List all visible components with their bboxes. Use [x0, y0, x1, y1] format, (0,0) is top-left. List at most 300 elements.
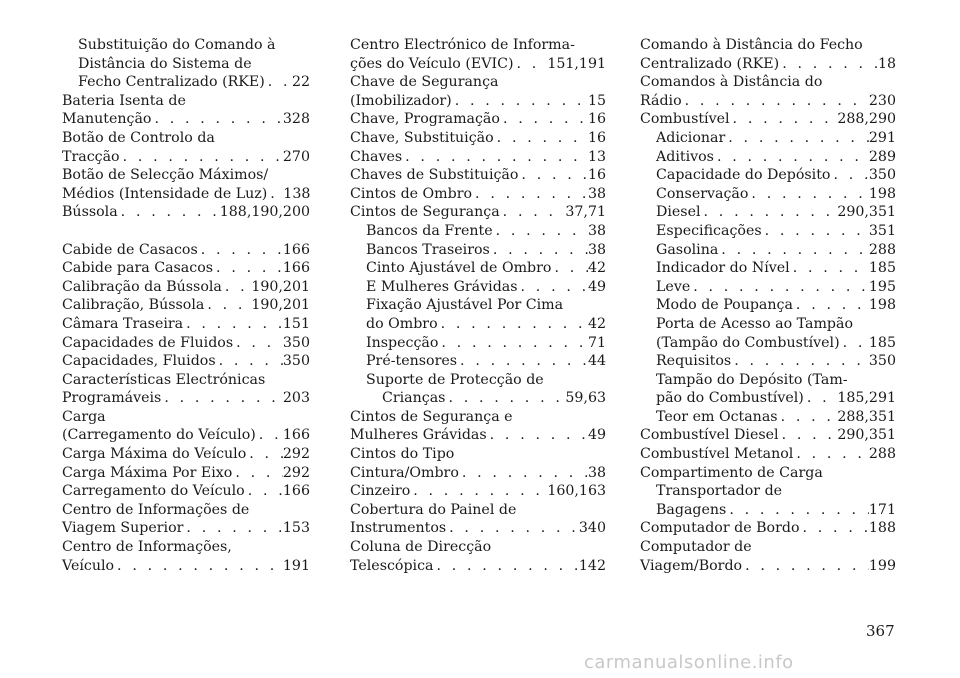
entry-page-ref: 340 — [578, 520, 606, 537]
entry-text: Características Electrónicas — [62, 371, 266, 388]
entry-page-ref: 188,190,200 — [219, 204, 310, 221]
index-entry — [640, 296, 896, 315]
entry-text: Bússola — [62, 204, 118, 221]
leader-dots — [500, 203, 566, 222]
leader-dots — [551, 259, 587, 278]
index-entry — [350, 445, 606, 464]
index-entry — [640, 426, 896, 445]
leader-dots — [245, 482, 283, 501]
index-entry — [62, 92, 310, 111]
entry-page-ref: 190,201 — [251, 278, 310, 295]
index-entry — [350, 92, 606, 111]
leader-dots — [256, 426, 283, 445]
entry-text: Compartimento de Carga — [640, 464, 823, 481]
index-entry — [350, 36, 606, 55]
index-entry — [640, 55, 896, 74]
leader-dots — [718, 241, 869, 260]
entry-page-ref: 185 — [868, 260, 896, 277]
index-entry — [640, 110, 896, 129]
entry-page-ref: 291 — [868, 129, 896, 146]
index-entry — [350, 296, 606, 315]
index-entry — [640, 501, 896, 520]
entry-text: Cinzeiro — [350, 483, 411, 500]
index-entry — [640, 148, 896, 167]
entry-text: Aditivos — [656, 148, 714, 165]
entry-page-ref: 171 — [868, 501, 896, 518]
index-entry — [350, 148, 606, 167]
index-entry — [62, 185, 310, 204]
index-entry — [350, 557, 606, 576]
leader-dots — [161, 389, 283, 408]
leader-dots — [232, 464, 283, 483]
entry-text: Gasolina — [656, 241, 719, 258]
index-entry — [62, 73, 310, 92]
entry-text: Veículo — [62, 557, 115, 574]
index-entry — [62, 278, 310, 297]
leader-dots — [151, 110, 282, 129]
leader-dots — [748, 185, 868, 204]
leader-dots — [487, 426, 588, 445]
entry-text: Programáveis — [62, 390, 162, 407]
entry-text: Chaves de Substituição — [350, 167, 519, 184]
leader-dots — [682, 92, 869, 111]
entry-page-ref: 350 — [282, 334, 310, 351]
entry-text: (Carregamento do Veículo) — [62, 427, 256, 444]
leader-dots — [204, 296, 251, 315]
entry-page-ref: 49 — [587, 278, 606, 295]
entry-page-ref: 142 — [578, 557, 606, 574]
leader-dots — [246, 445, 283, 464]
entry-text: Crianças — [382, 390, 446, 407]
leader-dots — [114, 557, 283, 576]
entry-page-ref: 288 — [868, 241, 896, 258]
page-number: 367 — [866, 622, 895, 640]
entry-page-ref: 49 — [587, 427, 606, 444]
entry-text: Transportador de — [656, 483, 783, 500]
entry-text: Conservação — [656, 185, 749, 202]
index-entry — [640, 92, 896, 111]
entry-page-ref: 230 — [868, 92, 896, 109]
index-entry — [640, 166, 896, 185]
index-entry — [62, 445, 310, 464]
leader-dots — [445, 389, 565, 408]
index-entry — [350, 352, 606, 371]
entry-text: Requisitos — [656, 353, 732, 370]
leader-dots — [730, 110, 838, 129]
index-entry — [350, 166, 606, 185]
entry-text: Combustível Diesel — [640, 427, 779, 444]
entry-page-ref: 350 — [868, 167, 896, 184]
entry-page-ref: 198 — [868, 185, 896, 202]
index-entry — [350, 185, 606, 204]
index-entry — [640, 371, 896, 390]
entry-text: Câmara Traseira — [62, 315, 184, 332]
index-entry — [350, 203, 606, 222]
leader-dots — [213, 259, 283, 278]
leader-dots — [490, 241, 588, 260]
leader-dots — [216, 352, 283, 371]
index-entry — [350, 129, 606, 148]
index-entry — [62, 296, 310, 315]
leader-dots — [183, 519, 282, 538]
entry-text: Cintos de Segurança e — [350, 408, 513, 425]
entry-text: Coluna de Direcção — [350, 539, 492, 556]
entry-page-ref: 71 — [587, 334, 606, 351]
index-entry — [640, 538, 896, 557]
entry-text: Cintos de Segurança — [350, 204, 500, 221]
entry-text: Centralizado (RKE) — [640, 55, 780, 72]
entry-page-ref: 166 — [282, 260, 310, 277]
entry-text: Combustível — [640, 111, 730, 128]
entry-text: Computador de Bordo — [640, 520, 800, 537]
index-entry — [62, 334, 310, 353]
entry-text: Diesel — [656, 204, 701, 221]
entry-text: Comandos à Distância do — [640, 74, 823, 91]
entry-text: Suporte de Protecção de — [366, 371, 544, 388]
entry-page-ref: 185,291 — [837, 390, 896, 407]
entry-text: Inspecção — [366, 334, 439, 351]
leader-dots — [793, 445, 869, 464]
entry-page-ref: 350 — [868, 353, 896, 370]
entry-text: Bagagens — [656, 501, 727, 518]
entry-text: Adicionar — [656, 129, 726, 146]
index-entry — [640, 185, 896, 204]
entry-text: Bancos da Frente — [366, 222, 493, 239]
entry-text: Telescópica — [350, 557, 434, 574]
leader-dots — [518, 166, 588, 185]
entry-page-ref: 44 — [587, 353, 606, 370]
entry-page-ref: 18 — [877, 55, 896, 72]
leader-dots — [790, 259, 869, 278]
entry-text: Porta de Acesso ao Tampão — [656, 315, 854, 332]
index-entry — [62, 408, 310, 427]
index-entry — [640, 352, 896, 371]
index-entry — [62, 352, 310, 371]
entry-text: ções do Veículo (EVIC) — [350, 55, 514, 72]
entry-text: Rádio — [640, 92, 682, 109]
entry-text: Cintos do Tipo — [350, 446, 455, 463]
entry-text: Comando à Distância do Fecho — [640, 37, 863, 53]
entry-page-ref: 38 — [587, 464, 606, 481]
entry-text: Chave, Substituição — [350, 129, 494, 146]
index-entry — [62, 166, 310, 185]
index-entry — [640, 278, 896, 297]
entry-text: Cinto Ajustável de Ombro — [366, 260, 552, 277]
index-entry — [640, 519, 896, 538]
leader-dots — [690, 278, 869, 297]
leader-dots — [438, 315, 588, 334]
entry-page-ref: 350 — [282, 353, 310, 370]
leader-dots — [183, 315, 283, 334]
entry-text: Indicador do Nível — [656, 260, 790, 277]
leader-dots — [222, 278, 251, 297]
entry-text: Centro Electrónico de Informa- — [350, 37, 575, 53]
index-entry — [62, 203, 310, 222]
leader-dots — [804, 389, 838, 408]
entry-text: Chaves — [350, 148, 403, 165]
index-entry — [640, 464, 896, 483]
entry-text: Chave de Segurança — [350, 74, 499, 91]
entry-page-ref: 38 — [587, 222, 606, 239]
index-entry — [640, 445, 896, 464]
entry-page-ref: 38 — [587, 185, 606, 202]
entry-page-ref: 16 — [587, 111, 606, 128]
index-entry — [350, 371, 606, 390]
index-entry — [350, 259, 606, 278]
leader-dots — [830, 166, 868, 185]
index-entry — [350, 110, 606, 129]
entry-text: Fixação Ajustável Por Cima — [366, 297, 564, 314]
index-entry — [62, 557, 310, 576]
index-entry — [640, 557, 896, 576]
entry-page-ref: 351 — [868, 222, 896, 239]
entry-text: Carga Máxima do Veículo — [62, 446, 247, 463]
entry-page-ref: 42 — [587, 260, 606, 277]
index-column-2 — [350, 36, 606, 575]
leader-dots — [500, 110, 588, 129]
entry-page-ref: 290,351 — [837, 204, 896, 221]
entry-text: Cintura/Ombro — [350, 464, 459, 481]
entry-page-ref: 288,351 — [837, 408, 896, 425]
entry-text: Capacidades, Fluidos — [62, 353, 216, 370]
entry-text: Cabide para Casacos — [62, 260, 214, 277]
entry-text: Computador de — [640, 539, 752, 556]
leader-dots — [701, 203, 838, 222]
leader-dots — [742, 557, 869, 576]
entry-page-ref: 191 — [282, 557, 310, 574]
index-entry — [350, 464, 606, 483]
entry-text: Cabide de Casacos — [62, 241, 198, 258]
index-entry — [350, 482, 606, 501]
index-entry — [62, 110, 310, 129]
index-entry — [350, 73, 606, 92]
index-entry — [350, 278, 606, 297]
entry-page-ref: 203 — [282, 390, 310, 407]
entry-page-ref: 198 — [868, 297, 896, 314]
entry-text: Chave, Programação — [350, 111, 500, 128]
leader-dots — [446, 519, 579, 538]
leader-dots — [472, 185, 588, 204]
entry-text: (Imobilizador) — [350, 92, 452, 109]
entry-text: Calibração da Bússola — [62, 278, 222, 295]
index-entry — [640, 241, 896, 260]
entry-page-ref: 166 — [282, 241, 310, 258]
entry-page-ref: 185 — [868, 334, 896, 351]
index-entry — [640, 73, 896, 92]
entry-text: Especificações — [656, 222, 762, 239]
entry-text: Calibração, Bússola — [62, 297, 205, 314]
leader-dots — [726, 501, 869, 520]
index-entry — [640, 36, 896, 55]
entry-text: Botão de Selecção Máximos/ — [62, 167, 269, 184]
entry-text: (Tampão do Combustível) — [656, 334, 840, 351]
leader-dots — [410, 482, 547, 501]
entry-page-ref: 288,290 — [837, 111, 896, 128]
entry-text: Centro de Informações de — [62, 501, 250, 518]
index-entry — [350, 55, 606, 74]
entry-text: Leve — [656, 278, 691, 295]
index-entry — [62, 482, 310, 501]
entry-page-ref: 15 — [587, 92, 606, 109]
index-entry — [640, 389, 896, 408]
index-entry — [640, 259, 896, 278]
entry-text: Botão de Controlo da — [62, 129, 215, 146]
index-entry — [62, 389, 310, 408]
entry-text: E Mulheres Grávidas — [366, 278, 518, 295]
leader-dots — [779, 55, 878, 74]
index-entry — [62, 464, 310, 483]
entry-page-ref: 59,63 — [565, 390, 606, 407]
leader-dots — [800, 519, 869, 538]
index-entry — [62, 241, 310, 260]
index-entry — [62, 538, 310, 557]
index-entry — [640, 203, 896, 222]
leader-dots — [762, 222, 869, 241]
entry-text: Cobertura do Painel de — [350, 501, 517, 518]
index-entry — [640, 334, 896, 353]
index-entry — [62, 315, 310, 334]
watermark: carmanualsonline.info — [584, 652, 794, 673]
entry-text: pão do Combustível) — [656, 390, 804, 407]
index-entry — [62, 36, 310, 55]
entry-page-ref: 42 — [587, 315, 606, 332]
leader-dots — [120, 148, 283, 167]
leader-dots — [494, 129, 588, 148]
index-entry — [350, 426, 606, 445]
entry-page-ref: 16 — [587, 129, 606, 146]
entry-page-ref: 270 — [282, 148, 310, 165]
leader-dots — [714, 148, 869, 167]
leader-dots — [731, 352, 869, 371]
entry-page-ref: 289 — [868, 148, 896, 165]
entry-page-ref: 16 — [587, 167, 606, 184]
leader-dots — [779, 426, 838, 445]
leader-dots — [198, 241, 283, 260]
entry-page-ref: 199 — [868, 557, 896, 574]
index-entry — [350, 519, 606, 538]
entry-text: Instrumentos — [350, 520, 447, 537]
entry-text: Pré-tensores — [366, 353, 458, 370]
entry-text: Mulheres Grávidas — [350, 427, 487, 444]
entry-page-ref: 290,351 — [837, 427, 896, 444]
leader-dots — [265, 73, 292, 92]
index-entry — [350, 538, 606, 557]
entry-text: Teor em Octanas — [656, 408, 778, 425]
leader-dots — [793, 296, 869, 315]
entry-page-ref: 22 — [291, 74, 310, 91]
entry-page-ref: 166 — [282, 483, 310, 500]
leader-dots — [459, 464, 588, 483]
entry-text: Bateria Isenta de — [62, 92, 186, 109]
leader-dots — [402, 148, 588, 167]
leader-dots — [514, 55, 548, 74]
leader-dots — [267, 185, 283, 204]
leader-dots — [438, 334, 588, 353]
index-entry — [350, 222, 606, 241]
entry-page-ref: 328 — [282, 111, 310, 128]
leader-dots — [840, 334, 869, 353]
entry-text: Carregamento do Veículo — [62, 483, 245, 500]
entry-page-ref: 160,163 — [547, 483, 606, 500]
leader-dots — [233, 334, 283, 353]
entry-page-ref: 138 — [283, 185, 311, 202]
leader-dots — [725, 129, 869, 148]
entry-page-ref: 37,71 — [565, 204, 606, 221]
entry-page-ref: 166 — [282, 427, 310, 444]
index-column-1 — [62, 36, 310, 575]
entry-text: Substituição do Comando à — [78, 37, 276, 53]
leader-dots — [118, 203, 220, 222]
index-entry — [350, 408, 606, 427]
entry-text: Médios (Intensidade de Luz) — [62, 185, 268, 202]
entry-text: Tampão do Depósito (Tam- — [656, 371, 848, 388]
entry-text: Viagem/Bordo — [640, 557, 743, 574]
entry-text: Carga — [62, 408, 106, 425]
index-entry — [62, 148, 310, 167]
index-entry — [640, 408, 896, 427]
index-entry — [640, 222, 896, 241]
entry-text: Distância do Sistema de — [78, 55, 252, 72]
entry-text: Modo de Poupança — [656, 297, 793, 314]
entry-page-ref: 151 — [282, 315, 310, 332]
leader-dots — [452, 92, 588, 111]
entry-page-ref: 292 — [282, 464, 310, 481]
entry-text: Fecho Centralizado (RKE) — [78, 74, 265, 91]
entry-page-ref: 151,191 — [547, 55, 606, 72]
entry-page-ref: 13 — [587, 148, 606, 165]
entry-page-ref: 195 — [868, 278, 896, 295]
entry-text: Bancos Traseiros — [366, 241, 490, 258]
entry-text: Centro de Informações, — [62, 539, 232, 556]
index-entry — [62, 371, 310, 390]
index-entry — [640, 129, 896, 148]
entry-text: Manutenção — [62, 111, 152, 128]
leader-dots — [457, 352, 588, 371]
leader-dots — [493, 222, 588, 241]
index-entry — [350, 501, 606, 520]
entry-page-ref: 38 — [587, 241, 606, 258]
leader-dots — [433, 557, 578, 576]
entry-text: Cintos de Ombro — [350, 185, 473, 202]
leader-dots — [778, 408, 838, 427]
entry-text: Carga Máxima Por Eixo — [62, 464, 233, 481]
index-entry — [62, 519, 310, 538]
index-entry — [640, 482, 896, 501]
entry-text: Tracção — [62, 148, 120, 165]
leader-dots — [518, 278, 588, 297]
entry-page-ref: 188 — [868, 520, 896, 537]
index-entry — [62, 501, 310, 520]
entry-page-ref: 288 — [868, 446, 896, 463]
entry-text: Capacidade do Depósito — [656, 167, 831, 184]
index-entry — [350, 315, 606, 334]
entry-page-ref: 153 — [282, 520, 310, 537]
entry-text: Capacidades de Fluidos — [62, 334, 234, 351]
index-entry — [62, 259, 310, 278]
index-entry — [350, 389, 606, 408]
entry-text: do Ombro — [366, 315, 438, 332]
entry-text: Viagem Superior — [62, 520, 184, 537]
index-entry — [640, 315, 896, 334]
entry-page-ref: 292 — [282, 446, 310, 463]
index-entry — [62, 55, 310, 74]
entry-text: Combustível Metanol — [640, 446, 794, 463]
index-entry — [350, 334, 606, 353]
index-entry — [350, 241, 606, 260]
index-entry — [62, 426, 310, 445]
entry-page-ref: 190,201 — [251, 297, 310, 314]
index-entry — [62, 129, 310, 148]
